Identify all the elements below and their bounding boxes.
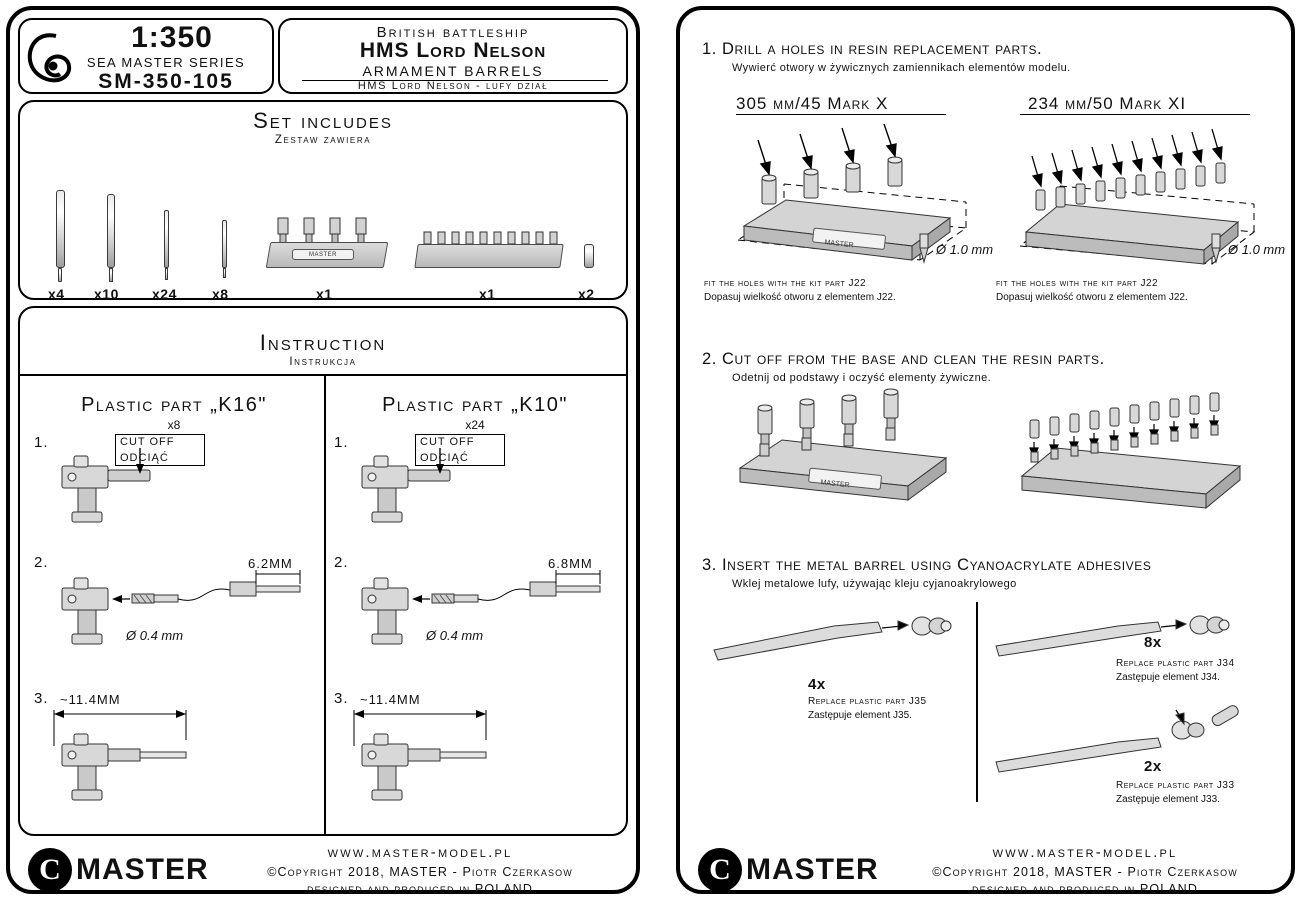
code-label: SM-350-105 xyxy=(98,70,234,93)
step-3-item-note-en: Replace plastic part J33 xyxy=(1116,780,1235,791)
cutoff-label-pl: ODCIĄĆ xyxy=(420,452,469,464)
step-number: 3. xyxy=(334,690,349,707)
set-item-count: x24 xyxy=(152,286,177,302)
instruction-column-divider xyxy=(324,376,326,836)
group-title: 234 mm/50 Mark XI xyxy=(1028,94,1187,113)
length-label: 6.8MM xyxy=(548,556,593,571)
master-logo-glyph: C xyxy=(28,848,72,892)
drill-diameter-label: Ø 1.0 mm xyxy=(936,242,994,257)
step-2-title: Cut off from the base and clean the resin parts. xyxy=(722,350,1105,368)
set-item-count: x1 xyxy=(316,286,333,302)
cutoff-label-en: CUT OFF xyxy=(420,436,475,448)
title-line3: ARMAMENT BARRELS xyxy=(362,63,544,79)
step-3-item-note-pl: Zastępuje element J35. xyxy=(808,710,912,721)
series-label: SEA MASTER SERIES xyxy=(86,55,246,70)
cutoff-label-en: CUT OFF xyxy=(120,436,175,448)
step-1-subtitle: Wywierć otwory w żywicznych zamiennikach elementów modelu. xyxy=(732,62,1071,74)
step-3-title: Insert the metal barrel using Cyanoacrylate adhesives xyxy=(722,556,1152,574)
set-item-count: x10 xyxy=(94,286,119,302)
set-includes-box xyxy=(18,100,628,300)
step-3-item-note-en: Replace plastic part J34 xyxy=(1116,658,1235,669)
column-count: x8 xyxy=(167,418,181,432)
set-item-count: x2 xyxy=(578,286,595,302)
title-line2: HMS Lord Nelson xyxy=(359,39,547,62)
length-label: ~11.4MM xyxy=(60,692,121,707)
step-1-number: 1. xyxy=(702,40,717,58)
spiral-logo-icon xyxy=(26,30,72,86)
master-logo-word: MASTER xyxy=(746,853,879,886)
step-number: 1. xyxy=(334,434,349,451)
master-logo xyxy=(698,848,879,892)
drill-diameter-label: Ø 1.0 mm xyxy=(1228,242,1286,257)
step-3-item-count: 2x xyxy=(1144,758,1162,775)
instruction-subtitle: Instrukcja xyxy=(289,356,357,368)
step-3-number: 3. xyxy=(702,556,717,574)
step-3-subtitle: Wklej metalowe lufy, używając kleju cyjanoakrylowego xyxy=(732,578,1017,590)
drill-label: Ø 0.4 mm xyxy=(126,628,184,643)
instruction-box xyxy=(18,306,628,836)
master-tag: MASTER xyxy=(292,249,354,260)
footer-url[interactable]: www.master-model.pl xyxy=(327,844,513,861)
instruction-title: Instruction xyxy=(259,330,387,355)
header-title-box xyxy=(278,18,628,94)
set-includes-subtitle: Zestaw zawiera xyxy=(274,134,372,146)
master-logo-glyph: C xyxy=(698,848,742,892)
group-note-en: fit the holes with the kit part J22 xyxy=(996,278,1159,289)
set-item-count: x4 xyxy=(48,286,65,302)
cutoff-label-pl: ODCIĄĆ xyxy=(120,452,169,464)
step-2-subtitle: Odetnij od podstawy i oczyść elementy żywiczne. xyxy=(732,372,992,384)
group-title: 305 mm/45 Mark X xyxy=(736,94,889,113)
step-number: 3. xyxy=(34,690,49,707)
length-label: ~11.4MM xyxy=(360,692,421,707)
set-item-count: x1 xyxy=(479,286,496,302)
step-number: 1. xyxy=(34,434,49,451)
right-panel xyxy=(676,6,1295,894)
step-3-item-note-pl: Zastępuje element J33. xyxy=(1116,794,1220,805)
footer-made: designed and produced in POLAND xyxy=(307,882,533,896)
step-number: 2. xyxy=(334,554,349,571)
column-title: Plastic part „K10" xyxy=(382,394,568,416)
step-3-item-count: 8x xyxy=(1144,634,1162,651)
header-scale-box xyxy=(18,18,274,94)
drill-label: Ø 0.4 mm xyxy=(426,628,484,643)
set-item-count: x8 xyxy=(212,286,229,302)
step-number: 2. xyxy=(34,554,49,571)
step-3-column-divider xyxy=(976,602,978,802)
group-note-pl: Dopasuj wielkość otworu z elementem J22. xyxy=(996,292,1188,303)
group-note-en: fit the holes with the kit part J22 xyxy=(704,278,867,289)
title-line1: British battleship xyxy=(376,24,530,41)
footer-copyright: ©Copyright 2018, MASTER - Piotr Czerkasow xyxy=(267,865,573,879)
group-note-pl: Dopasuj wielkość otworu z elementem J22. xyxy=(704,292,896,303)
left-panel xyxy=(6,6,640,894)
step-1-title: Drill a holes in resin replacement parts. xyxy=(722,40,1043,58)
step-3-item-count: 4x xyxy=(808,676,826,693)
scale-label: 1:350 xyxy=(131,21,213,54)
master-logo-word: MASTER xyxy=(76,853,209,886)
step-2-number: 2. xyxy=(702,350,717,368)
step-3-item-note-en: Replace plastic part J35 xyxy=(808,696,927,707)
set-includes-title: Set includes xyxy=(253,108,393,133)
footer-made: designed and produced in POLAND xyxy=(972,882,1198,896)
step-3-item-note-pl: Zastępuje element J34. xyxy=(1116,672,1220,683)
svg-text:MASTER: MASTER xyxy=(824,239,854,250)
master-logo xyxy=(28,848,209,892)
column-count: x24 xyxy=(465,418,485,432)
footer-copyright: ©Copyright 2018, MASTER - Piotr Czerkasow xyxy=(932,865,1238,879)
title-line4: HMS Lord Nelson - lufy dział xyxy=(357,80,549,92)
footer-url[interactable]: www.master-model.pl xyxy=(992,844,1178,861)
svg-text:MASTER: MASTER xyxy=(820,479,850,490)
length-label: 6.2MM xyxy=(248,556,293,571)
column-title: Plastic part „K16" xyxy=(81,394,267,416)
